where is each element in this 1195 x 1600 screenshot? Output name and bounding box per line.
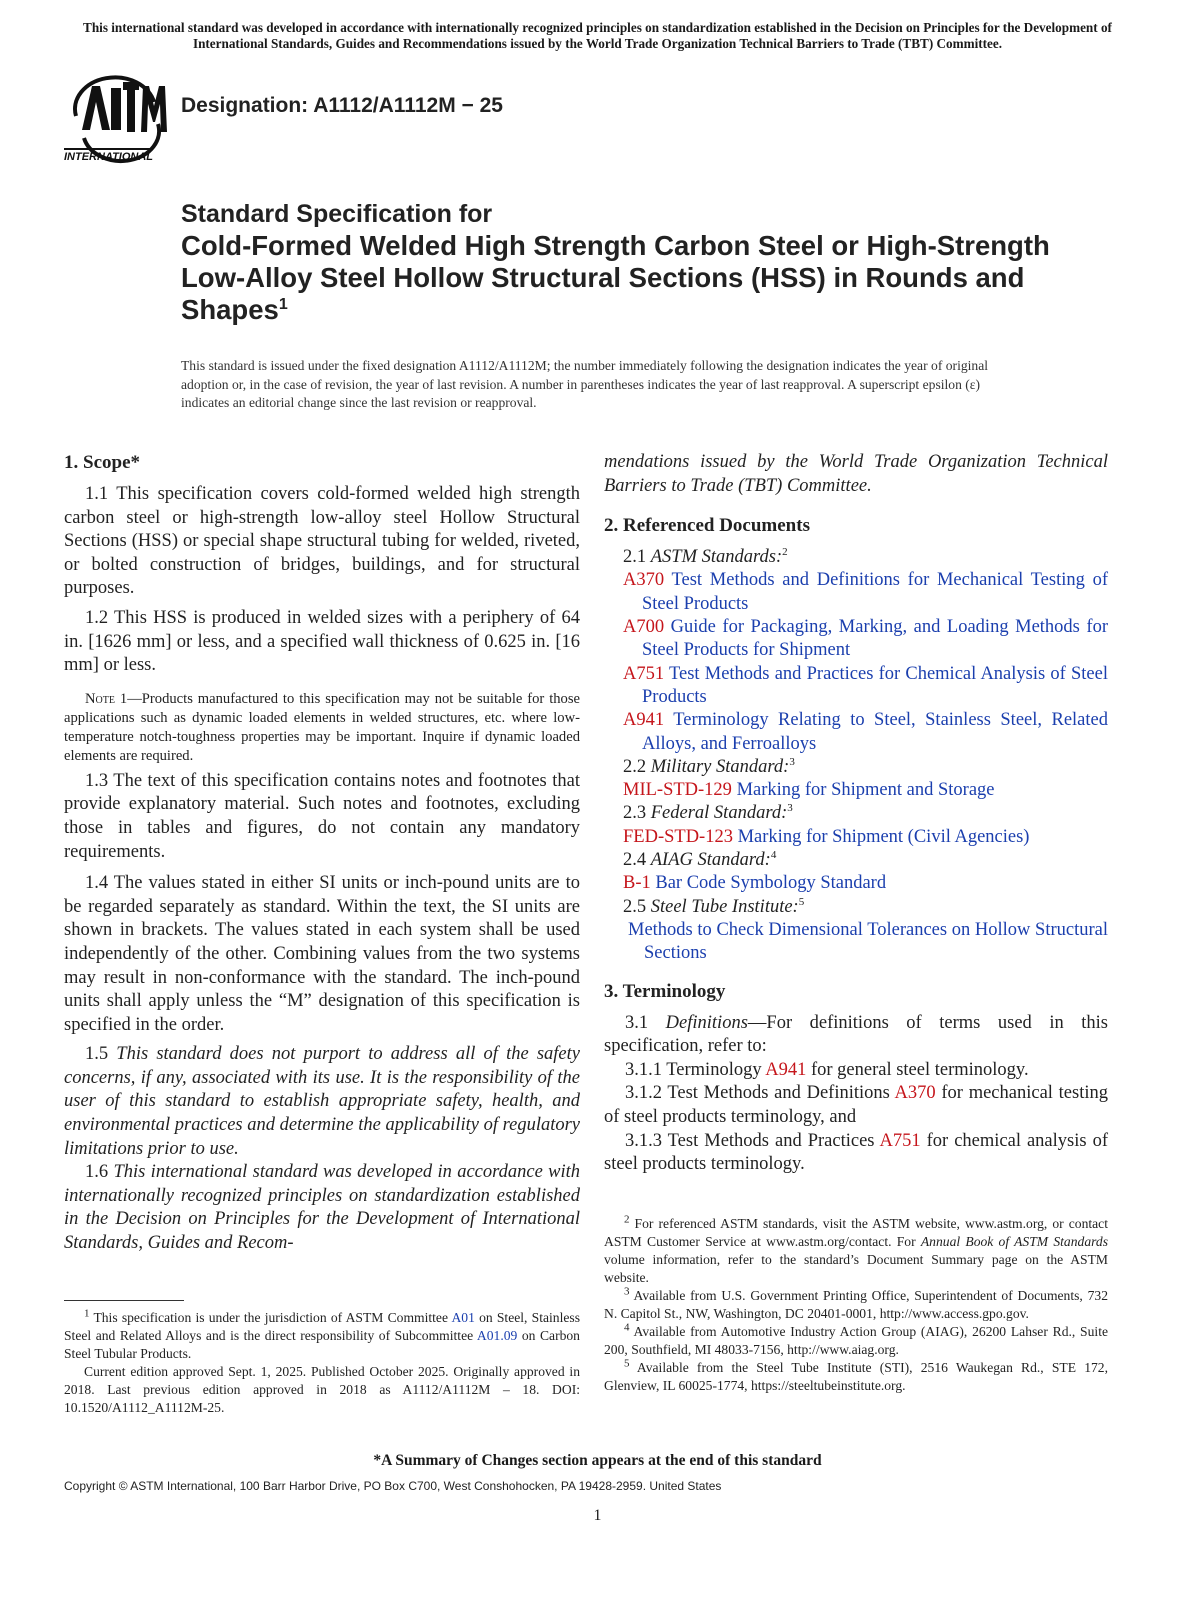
- section-2-1-label: ASTM Standards:: [650, 547, 783, 568]
- summary-of-changes-note: *A Summary of Changes section appears at the end of this standard: [373, 1452, 822, 1469]
- section-2-3-num: 2.3: [623, 803, 651, 824]
- link-a941[interactable]: A941: [765, 1059, 807, 1080]
- footnote-3: [604, 1287, 1108, 1323]
- section-2-5-num: 2.5: [623, 896, 651, 917]
- terminology-heading: 3. Terminology: [604, 980, 726, 1002]
- section-2-2-sup: 3: [789, 755, 795, 768]
- logo-text: INTERNATIONAL: [64, 148, 153, 163]
- ref-mil-std-129[interactable]: [604, 779, 1108, 802]
- para-1-3: 1.3 The text of this specification contains notes and footnotes that provide explanatory material. Such notes and footnotes, excluding those in tables and figures, do not contain any mandatory requirements.: [64, 770, 580, 862]
- ref-fed-title[interactable]: Marking for Shipment (Civil Agencies): [732, 826, 1030, 847]
- section-2-5-label: Steel Tube Institute:: [650, 896, 799, 917]
- section-2-2-num: 2.2: [623, 756, 651, 777]
- title-main: [181, 230, 1081, 326]
- section-2-5-sup: 5: [798, 895, 805, 908]
- para-3-1-1-post: for general steel terminology.: [806, 1059, 1029, 1080]
- ref-fed-code[interactable]: FED-STD-123: [623, 826, 733, 847]
- footnote-2-mark: 2: [624, 1213, 630, 1226]
- para-3-1: [604, 1012, 1108, 1059]
- footnote-2: [604, 1215, 1108, 1287]
- para-1-6-num: 1.6: [85, 1162, 114, 1183]
- note-1-text: —Products manufactured to this specification may not be suitable for those applications such as dynamic loaded elements in welded structures, etc. where low-temperature notch-toughness properties may be important. Inquire if dynamic loaded elements are required.: [64, 690, 580, 764]
- para-3-1-1-pre: 3.1.1 Terminology: [625, 1059, 766, 1080]
- footnote-2-text-b: volume information, refer to the standard’s Document Summary page on the ASTM website.: [604, 1251, 1108, 1285]
- section-2-3-label: Federal Standard:: [650, 803, 788, 824]
- footnote-3-mark: 3: [624, 1285, 630, 1298]
- para-1-1: 1.1 This specification covers cold-formed welded high strength carbon steel or high-strength low-alloy steel Hollow Structural Sections (HSS) or special shape structural tubing for welded, riveted, or bolted construction of bridges, buildings, and for structural purposes.: [64, 484, 580, 599]
- ref-a941-title[interactable]: Terminology Relating to Steel, Stainless Steel, Related Alloys, and Ferroalloys: [642, 710, 1108, 754]
- section-2-4-sup: 4: [770, 848, 777, 861]
- designation: Designation: A1112/A1112M − 25: [181, 94, 503, 117]
- footnote-4: [604, 1323, 1108, 1359]
- para-3-1-2-pre: 3.1.2 Test Methods and Definitions: [625, 1083, 895, 1104]
- section-2-4-label: AIAG Standard:: [650, 850, 771, 871]
- ref-a751-title[interactable]: Test Methods and Practices for Chemical Analysis of Steel Products: [642, 663, 1108, 707]
- ref-b1-code[interactable]: B-1: [623, 873, 651, 894]
- footnote-5-mark: 5: [624, 1357, 630, 1370]
- para-3-1-text: —For definitions of terms used in this specification, refer to:: [604, 1012, 1109, 1057]
- section-2-1-sup: 2: [782, 546, 788, 559]
- copyright: Copyright © ASTM International, 100 Barr Harbor Drive, PO Box C700, West Conshohocken, PA 19428-2959. United States: [64, 1479, 722, 1493]
- ref-b-1[interactable]: [604, 872, 1108, 895]
- left-column: [64, 451, 580, 1417]
- title-footnote-mark: 1: [278, 295, 288, 313]
- link-a01-09[interactable]: A01.09: [476, 1327, 518, 1343]
- ref-mil-code[interactable]: MIL-STD-129: [623, 780, 732, 801]
- section-2-2-label: Military Standard:: [650, 756, 790, 777]
- para-1-2: 1.2 This HSS is produced in welded sizes with a periphery of 64 in. [1626 mm] or less, and a specified wall thickness of 0.625 in. [16 mm] or less.: [64, 607, 580, 676]
- section-2-4-num: 2.4: [623, 850, 651, 871]
- footnote-1-edition: Current edition approved Sept. 1, 2025. Published October 2025. Originally approved in 2018. Last previous edition approved in 2018 as A1112/A1112M – 18. DOI: 10.1520/A1112_A1112M-25.: [64, 1363, 580, 1415]
- para-1-5-num: 1.5: [85, 1044, 117, 1065]
- section-2-3-sup: 3: [787, 802, 793, 815]
- ref-a941[interactable]: [604, 709, 1108, 756]
- footnote-2-italic: Annual Book of ASTM Standards: [920, 1233, 1108, 1249]
- section-2-4: [604, 849, 1108, 872]
- footnote-2-text-a: For referenced ASTM standards, visit the ASTM website, www.astm.org, or contact ASTM Customer Service at www.astm.org/contact. For: [604, 1215, 1108, 1249]
- footnote-1-text-a: This specification is under the jurisdiction of ASTM Committee: [89, 1309, 452, 1325]
- footnote-4-text: Available from Automotive Industry Action Group (AIAG), 26200 Lahser Rd., Suite 200, Southfield, MI 48033-7156, http://www.aiag.org.: [604, 1323, 1108, 1357]
- title-block: [181, 198, 1081, 326]
- section-2-2: [604, 756, 1108, 779]
- para-1-4: 1.4 The values stated in either SI units or inch-pound units are to be regarded separately as standard. Within the text, the SI units are shown in brackets. The values stated in each system shall be used independently of the other. Combining values from the two systems may result in non-conformance with the standard. The inch-pound units shall apply unless the “M” designation of this specification is specified in the order.: [64, 873, 580, 1035]
- link-a370[interactable]: A370: [894, 1083, 936, 1104]
- issue-note: This standard is issued under the fixed designation A1112/A1112M; the number immediately following the designation indicates the year of original adoption or, in the case of revision, the year of last revision. A number in parentheses indicates the year of last reapproval. A superscript epsilon (ε) indicates an editorial change since the last revision or reapproval.: [181, 358, 989, 410]
- link-a751[interactable]: A751: [879, 1130, 921, 1151]
- footnote-1-mark: 1: [84, 1307, 90, 1320]
- para-3-1-3: [604, 1130, 1108, 1177]
- footnote-4-mark: 4: [624, 1321, 630, 1334]
- para-3-1-2: [604, 1082, 1108, 1129]
- ref-a751-code[interactable]: A751: [623, 663, 665, 684]
- section-2-1-num: 2.1: [623, 547, 651, 568]
- para-3-1-num: 3.1: [625, 1012, 666, 1033]
- ref-a370[interactable]: [604, 569, 1108, 616]
- page-number: 1: [593, 1507, 602, 1524]
- para-3-1-3-post: for chemical analysis of steel products terminology.: [604, 1130, 1108, 1175]
- ref-a700[interactable]: [604, 616, 1108, 663]
- referenced-heading: 2. Referenced Documents: [604, 515, 810, 537]
- note-1: [64, 690, 580, 766]
- footnote-3-text: Available from U.S. Government Printing Office, Superintendent of Documents, 732 N. Capitol St., NW, Washington, DC 20401-0001, http://www.access.gpo.gov.: [604, 1287, 1108, 1321]
- ref-sti-title[interactable]: Methods to Check Dimensional Tolerances on Hollow Structural Sections: [628, 919, 1108, 964]
- ref-mil-title[interactable]: Marking for Shipment and Storage: [731, 780, 995, 801]
- section-2-3: [604, 802, 1108, 825]
- para-1-6-continued: mendations issued by the World Trade Organization Technical Barriers to Trade (TBT) Committee.: [604, 452, 1108, 496]
- astm-logo: [62, 72, 172, 164]
- section-2-5: [604, 896, 1108, 919]
- link-a01[interactable]: A01: [451, 1309, 475, 1325]
- para-3-1-term: Definitions: [665, 1012, 748, 1033]
- para-3-1-3-pre: 3.1.3 Test Methods and Practices: [625, 1130, 880, 1151]
- para-3-1-2-post: for mechanical testing of steel products terminology, and: [604, 1083, 1108, 1127]
- ref-fed-std-123[interactable]: [604, 826, 1108, 849]
- para-3-1-1: [604, 1059, 1108, 1083]
- ref-a700-code[interactable]: A700: [623, 617, 665, 638]
- para-1-5-text: This standard does not purport to address all of the safety concerns, if any, associated with its use. It is the responsibility of the user of this standard to establish appropriate safety, health, and environmental practices and determine the applicability of regulatory limitations prior to use.: [64, 1044, 581, 1159]
- ref-b1-title[interactable]: Bar Code Symbology Standard: [650, 873, 887, 894]
- scope-heading: 1. Scope*: [64, 452, 140, 473]
- footnote-1-text-c: on Carbon Steel Tubular Products.: [64, 1327, 580, 1361]
- footnote-1-text-b: on Steel, Stainless Steel and Related Alloys and is the direct responsibility of Subcommittee: [64, 1309, 580, 1343]
- title-line1: Standard Specification for: [181, 200, 493, 228]
- footnote-5-text: Available from the Steel Tube Institute (STI), 2516 Waukegan Rd., STE 172, Glenview, IL 60025-1774, https://steeltubeinstitute.org.: [604, 1359, 1108, 1393]
- ref-a941-code[interactable]: A941: [623, 710, 665, 731]
- top-notice: This international standard was developed in accordance with internationally recognized principles on standardization established in the Decision on Principles for the Development of International Standards, Guides and Recommendations issued by the World Trade Organization Technical Barriers to Trade (TBT) Committee.: [83, 20, 1112, 51]
- ref-a751[interactable]: [604, 663, 1108, 710]
- title-main-text: Cold-Formed Welded High Strength Carbon Steel or High-Strength Low-Alloy Steel Hollow Structural Sections (HSS) in Rounds and Shapes: [181, 230, 1050, 325]
- note-1-label: Note 1: [85, 690, 128, 707]
- para-1-6: [64, 1161, 580, 1255]
- ref-a370-code[interactable]: A370: [623, 570, 665, 591]
- ref-a700-title[interactable]: Guide for Packaging, Marking, and Loading Methods for Steel Products for Shipment: [642, 617, 1108, 661]
- para-1-5: [64, 1043, 580, 1161]
- footnote-5: [604, 1359, 1108, 1395]
- footnote-1: [64, 1309, 580, 1363]
- section-2-1: [604, 546, 1108, 569]
- ref-sti-methods[interactable]: [604, 919, 1108, 966]
- ref-a370-title[interactable]: Test Methods and Definitions for Mechanical Testing of Steel Products: [642, 570, 1108, 614]
- right-column: [604, 451, 1108, 1395]
- footnote-separator-left: [64, 1300, 580, 1301]
- para-1-6-text: This international standard was developed in accordance with internationally recognized principles on standardization established in the Decision on Principles for the Development of International Standards, Guides and Recom-: [64, 1162, 581, 1254]
